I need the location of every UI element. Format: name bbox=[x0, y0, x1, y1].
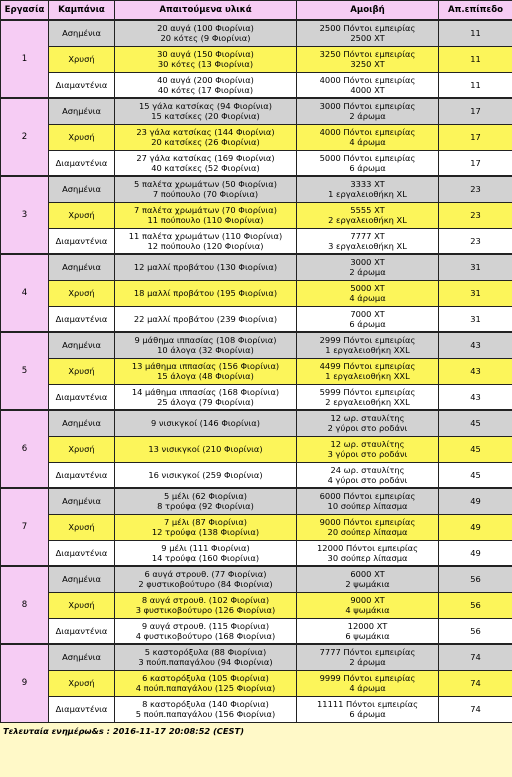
header-campaign: Καμπάνια bbox=[49, 1, 115, 21]
material-line: 18 μαλλί προβάτου (195 Φιορίνια) bbox=[133, 287, 278, 298]
level-cell: 49 bbox=[439, 540, 512, 566]
material-line: 30 αυγά (150 Φιορίνια) bbox=[157, 48, 254, 59]
campaign-cell: Διαμαντένια bbox=[49, 306, 115, 332]
reward-line: 4499 Πόντοι εμπειρίας bbox=[319, 360, 416, 371]
materials-cell bbox=[115, 150, 297, 176]
table-row bbox=[1, 332, 512, 358]
reward-line: 2999 Πόντοι εμπειρίας bbox=[319, 335, 416, 346]
header-row bbox=[1, 1, 512, 21]
table-row bbox=[1, 514, 512, 540]
reward-line: 2 άρωμα bbox=[349, 657, 386, 668]
material-line: 7 μέλι (87 Φιορίνια) bbox=[163, 516, 248, 527]
reward-cell bbox=[297, 410, 439, 436]
campaign-cell: Διαμαντένια bbox=[49, 540, 115, 566]
level-cell: 74 bbox=[439, 670, 512, 696]
campaign-cell: Ασημένια bbox=[49, 644, 115, 670]
level-cell: 56 bbox=[439, 592, 512, 618]
reward-line: 6 ψωμάκια bbox=[345, 630, 390, 641]
reward-line: 2 άρωμα bbox=[349, 267, 386, 278]
task-number: 9 bbox=[1, 644, 49, 722]
material-line: 15 άλογα (48 Φιορίνια) bbox=[157, 371, 254, 381]
material-line: 14 τρούφα (160 Φιορίνια) bbox=[151, 552, 260, 563]
campaign-cell: Ασημένια bbox=[49, 254, 115, 280]
task-number: 4 bbox=[1, 254, 49, 332]
level-cell: 23 bbox=[439, 176, 512, 202]
material-line: 8 καστορόξυλα (140 Φιορίνια) bbox=[142, 698, 269, 709]
table-row bbox=[1, 696, 512, 722]
material-line: 10 άλογα (32 Φιορίνια) bbox=[157, 345, 254, 356]
last-updated: Τελευταία ενημέρω&s : 2016-11-17 20:08:52 (CEST) bbox=[0, 723, 512, 739]
table-row bbox=[1, 98, 512, 124]
material-line: 40 κατσίκες (52 Φιορίνια) bbox=[151, 162, 260, 173]
level-cell: 56 bbox=[439, 618, 512, 644]
reward-line: 6 άρωμα bbox=[349, 318, 386, 329]
campaign-cell: Διαμαντένια bbox=[49, 384, 115, 410]
campaign-cell: Διαμαντένια bbox=[49, 228, 115, 254]
materials-cell bbox=[115, 228, 297, 254]
reward-cell bbox=[297, 592, 439, 618]
level-cell: 43 bbox=[439, 332, 512, 358]
level-cell: 31 bbox=[439, 280, 512, 306]
material-line: 25 άλογα (79 Φιορίνια) bbox=[157, 396, 254, 407]
table-row bbox=[1, 72, 512, 98]
level-cell: 74 bbox=[439, 696, 512, 722]
material-line: 9 μέλι (111 Φιορίνια) bbox=[161, 542, 250, 553]
reward-line: 4000 Πόντοι εμπειρίας bbox=[319, 74, 416, 85]
task-number: 7 bbox=[1, 488, 49, 566]
reward-line: 5555 XT bbox=[350, 204, 385, 215]
level-cell: 56 bbox=[439, 566, 512, 592]
reward-cell bbox=[297, 436, 439, 462]
campaign-cell: Ασημένια bbox=[49, 20, 115, 46]
materials-cell bbox=[115, 20, 297, 46]
table-row bbox=[1, 358, 512, 384]
table-row bbox=[1, 462, 512, 488]
reward-line: 6 άρωμα bbox=[349, 709, 386, 719]
task-number: 8 bbox=[1, 566, 49, 644]
material-line: 30 κότες (13 Φιορίνια) bbox=[157, 59, 254, 69]
level-cell: 45 bbox=[439, 462, 512, 488]
table-row bbox=[1, 670, 512, 696]
table-row bbox=[1, 384, 512, 410]
material-line: 12 πούπουλο (120 Φιορίνια) bbox=[147, 240, 264, 251]
materials-cell bbox=[115, 696, 297, 722]
campaign-cell: Ασημένια bbox=[49, 410, 115, 436]
task-number: 2 bbox=[1, 98, 49, 176]
reward-cell bbox=[297, 514, 439, 540]
campaign-cell: Χρυσή bbox=[49, 358, 115, 384]
reward-cell bbox=[297, 332, 439, 358]
campaign-cell: Ασημένια bbox=[49, 566, 115, 592]
table-row bbox=[1, 488, 512, 514]
reward-line: 9000 XT bbox=[350, 594, 385, 605]
reward-cell bbox=[297, 72, 439, 98]
reward-line: 5000 XT bbox=[350, 282, 385, 293]
material-line: 12 μαλλί προβάτου (130 Φιορίνια) bbox=[133, 262, 278, 273]
level-cell: 31 bbox=[439, 306, 512, 332]
campaign-cell: Διαμαντένια bbox=[49, 696, 115, 722]
material-line: 5 καστορόξυλα (88 Φιορίνια) bbox=[144, 647, 267, 658]
material-line: 7 παλέτα χρωμάτων (70 Φιορίνια) bbox=[134, 204, 277, 215]
materials-cell bbox=[115, 514, 297, 540]
campaign-cell: Ασημένια bbox=[49, 332, 115, 358]
table-row bbox=[1, 436, 512, 462]
reward-line: 2 εργαλειοθήκη XL bbox=[328, 215, 407, 225]
reward-line: 30 σούπερ λίπασμα bbox=[327, 552, 408, 563]
material-line: 20 αυγά (100 Φιορίνια) bbox=[157, 23, 254, 34]
material-line: 20 κατσίκες (26 Φιορίνια) bbox=[151, 137, 260, 147]
materials-cell bbox=[115, 72, 297, 98]
materials-cell bbox=[115, 124, 297, 150]
material-line: 9 αυγά στρουθ. (115 Φιορίνια) bbox=[141, 620, 270, 631]
reward-line: 2 γύροι στο ροδάνι bbox=[327, 423, 408, 434]
material-line: 3 φυστικοβούτυρο (126 Φιορίνια) bbox=[135, 605, 276, 615]
table-row bbox=[1, 124, 512, 150]
campaign-cell: Χρυσή bbox=[49, 202, 115, 228]
reward-line: 3000 Πόντοι εμπειρίας bbox=[319, 101, 416, 112]
reward-line: 4 άρωμα bbox=[349, 137, 386, 147]
reward-cell bbox=[297, 384, 439, 410]
reward-line: 12000 XT bbox=[347, 620, 388, 631]
reward-line: 24 ωρ. σταυλίτης bbox=[330, 464, 405, 475]
reward-line: 11111 Πόντοι εμπειρίας bbox=[317, 698, 418, 709]
reward-line: 4 ψωμάκια bbox=[345, 605, 390, 615]
reward-cell bbox=[297, 98, 439, 124]
table-row bbox=[1, 254, 512, 280]
reward-line: 2 άρωμα bbox=[349, 111, 386, 122]
reward-cell bbox=[297, 540, 439, 566]
table-row bbox=[1, 176, 512, 202]
reward-line: 2 εργαλειοθήκη XXL bbox=[325, 396, 410, 407]
reward-cell bbox=[297, 644, 439, 670]
material-line: 22 μαλλί προβάτου (239 Φιορίνια) bbox=[133, 313, 278, 324]
reward-cell bbox=[297, 358, 439, 384]
materials-cell bbox=[115, 254, 297, 280]
materials-cell bbox=[115, 280, 297, 306]
reward-line: 12 ωρ. σταυλίτης bbox=[330, 438, 405, 449]
reward-cell bbox=[297, 46, 439, 72]
campaign-cell: Διαμαντένια bbox=[49, 150, 115, 176]
table-row bbox=[1, 644, 512, 670]
level-cell: 49 bbox=[439, 488, 512, 514]
reward-line: 4000 XT bbox=[350, 84, 385, 95]
table-row bbox=[1, 306, 512, 332]
level-cell: 45 bbox=[439, 436, 512, 462]
materials-cell bbox=[115, 410, 297, 436]
reward-line: 9000 Πόντοι εμπειρίας bbox=[319, 516, 416, 527]
material-line: 3 πούπ.παπαγάλου (94 Φιορίνια) bbox=[138, 657, 273, 668]
material-line: 14 μάθημα ιππασίας (168 Φιορίνια) bbox=[131, 386, 280, 397]
reward-line: 6000 Πόντοι εμπειρίας bbox=[319, 491, 416, 502]
level-cell: 43 bbox=[439, 384, 512, 410]
level-cell: 23 bbox=[439, 228, 512, 254]
material-line: 9 νισικγκοί (146 Φιορίνια) bbox=[151, 418, 260, 429]
table-row bbox=[1, 618, 512, 644]
level-cell: 17 bbox=[439, 150, 512, 176]
table-row bbox=[1, 20, 512, 46]
material-line: 8 τρούφα (92 Φιορίνια) bbox=[157, 501, 254, 512]
material-line: 6 καστορόξυλα (105 Φιορίνια) bbox=[142, 672, 269, 683]
reward-line: 1 εργαλειοθήκη XXL bbox=[325, 371, 410, 381]
materials-cell bbox=[115, 202, 297, 228]
reward-line: 12000 Πόντοι εμπειρίας bbox=[317, 542, 418, 553]
material-line: 13 μάθημα ιππασίας (156 Φιορίνια) bbox=[131, 360, 280, 371]
level-cell: 17 bbox=[439, 124, 512, 150]
table-row bbox=[1, 280, 512, 306]
material-line: 40 αυγά (200 Φιορίνια) bbox=[157, 74, 254, 85]
materials-cell bbox=[115, 436, 297, 462]
task-number: 3 bbox=[1, 176, 49, 254]
material-line: 12 τρούφα (138 Φιορίνια) bbox=[151, 527, 260, 537]
material-line: 13 νισικγκοί (210 Φιορίνια) bbox=[148, 443, 263, 454]
materials-cell bbox=[115, 332, 297, 358]
reward-cell bbox=[297, 306, 439, 332]
reward-cell bbox=[297, 696, 439, 722]
campaign-cell: Διαμαντένια bbox=[49, 618, 115, 644]
material-line: 8 αυγά στρουθ. (102 Φιορίνια) bbox=[141, 594, 270, 605]
task-number: 5 bbox=[1, 332, 49, 410]
reward-line: 3250 Πόντοι εμπειρίας bbox=[319, 48, 416, 59]
reward-line: 3000 XT bbox=[350, 257, 385, 268]
campaign-cell: Χρυσή bbox=[49, 124, 115, 150]
reward-line: 1 εργαλειοθήκη XL bbox=[328, 189, 407, 200]
level-cell: 17 bbox=[439, 98, 512, 124]
campaign-cell: Διαμαντένια bbox=[49, 462, 115, 488]
level-cell: 31 bbox=[439, 254, 512, 280]
materials-cell bbox=[115, 540, 297, 566]
materials-cell bbox=[115, 384, 297, 410]
reward-line: 5000 Πόντοι εμπειρίας bbox=[319, 152, 416, 163]
reward-line: 3333 XT bbox=[350, 179, 385, 190]
table-row bbox=[1, 592, 512, 618]
material-line: 27 γάλα κατσίκας (169 Φιορίνια) bbox=[136, 152, 275, 163]
material-line: 11 πούπουλο (110 Φιορίνια) bbox=[147, 215, 264, 225]
level-cell: 45 bbox=[439, 410, 512, 436]
reward-line: 2500 XT bbox=[350, 33, 385, 44]
level-cell: 23 bbox=[439, 202, 512, 228]
header-level: Απ.επίπεδο bbox=[439, 1, 512, 21]
materials-cell bbox=[115, 358, 297, 384]
materials-cell bbox=[115, 670, 297, 696]
reward-cell bbox=[297, 202, 439, 228]
task-number: 6 bbox=[1, 410, 49, 488]
material-line: 11 παλέτα χρωμάτων (110 Φιορίνια) bbox=[128, 230, 283, 241]
materials-cell bbox=[115, 98, 297, 124]
reward-cell bbox=[297, 618, 439, 644]
campaign-cell: Χρυσή bbox=[49, 592, 115, 618]
reward-line: 5999 Πόντοι εμπειρίας bbox=[319, 386, 416, 397]
reward-line: 4 γύροι στο ροδάνι bbox=[327, 474, 408, 485]
campaign-cell: Ασημένια bbox=[49, 176, 115, 202]
reward-line: 2500 Πόντοι εμπειρίας bbox=[319, 23, 416, 34]
table-row bbox=[1, 228, 512, 254]
reward-cell bbox=[297, 280, 439, 306]
reward-cell bbox=[297, 254, 439, 280]
campaign-cell: Χρυσή bbox=[49, 280, 115, 306]
campaign-cell: Διαμαντένια bbox=[49, 72, 115, 98]
material-line: 4 πούπ.παπαγάλου (125 Φιορίνια) bbox=[135, 683, 276, 693]
reward-line: 4 άρωμα bbox=[349, 683, 386, 693]
material-line: 23 γάλα κατσίκας (144 Φιορίνια) bbox=[136, 126, 275, 137]
campaign-cell: Χρυσή bbox=[49, 436, 115, 462]
table-row bbox=[1, 150, 512, 176]
reward-line: 12 ωρ. σταυλίτης bbox=[330, 413, 405, 424]
reward-cell bbox=[297, 566, 439, 592]
reward-line: 7777 Πόντοι εμπειρίας bbox=[319, 647, 416, 658]
level-cell: 11 bbox=[439, 72, 512, 98]
campaign-cell: Χρυσή bbox=[49, 514, 115, 540]
material-line: 15 γάλα κατσίκας (94 Φιορίνια) bbox=[139, 101, 272, 112]
table-row bbox=[1, 566, 512, 592]
campaign-cell: Ασημένια bbox=[49, 488, 115, 514]
reward-line: 3 εργαλειοθήκη XL bbox=[328, 240, 407, 251]
reward-line: 3 γύροι στο ροδάνι bbox=[327, 449, 408, 459]
reward-cell bbox=[297, 124, 439, 150]
materials-cell bbox=[115, 644, 297, 670]
reward-line: 6000 XT bbox=[350, 569, 385, 580]
materials-cell bbox=[115, 462, 297, 488]
reward-line: 7000 XT bbox=[350, 308, 385, 319]
reward-line: 4 άρωμα bbox=[349, 293, 386, 303]
material-line: 9 μάθημα ιππασίας (108 Φιορίνια) bbox=[134, 335, 277, 346]
materials-cell bbox=[115, 592, 297, 618]
material-line: 5 μέλι (62 Φιορίνια) bbox=[163, 491, 248, 502]
reward-line: 2 ψωμάκια bbox=[345, 579, 390, 590]
level-cell: 11 bbox=[439, 46, 512, 72]
materials-cell bbox=[115, 488, 297, 514]
reward-cell bbox=[297, 488, 439, 514]
level-cell: 11 bbox=[439, 20, 512, 46]
reward-cell bbox=[297, 462, 439, 488]
material-line: 5 πούπ.παπαγάλου (156 Φιορίνια) bbox=[135, 709, 276, 719]
reward-line: 1 εργαλειοθήκη XXL bbox=[325, 345, 410, 356]
table-row bbox=[1, 202, 512, 228]
reward-line: 20 σούπερ λίπασμα bbox=[327, 527, 408, 537]
reward-line: 7777 XT bbox=[350, 230, 385, 241]
material-line: 15 κατσίκες (20 Φιορίνια) bbox=[151, 111, 260, 122]
material-line: 2 φυστικοβούτυρο (84 Φιορίνια) bbox=[138, 579, 273, 590]
material-line: 7 πούπουλο (70 Φιορίνια) bbox=[152, 189, 259, 200]
level-cell: 43 bbox=[439, 358, 512, 384]
task-number: 1 bbox=[1, 20, 49, 98]
materials-cell bbox=[115, 566, 297, 592]
material-line: 16 νισικγκοί (259 Φιορίνια) bbox=[148, 469, 263, 480]
header-task: Εργασία bbox=[1, 1, 49, 21]
reward-line: 4000 Πόντοι εμπειρίας bbox=[319, 126, 416, 137]
material-line: 40 κότες (17 Φιορίνια) bbox=[157, 84, 254, 95]
reward-cell bbox=[297, 20, 439, 46]
table-row bbox=[1, 46, 512, 72]
header-reward: Αμοιβή bbox=[297, 1, 439, 21]
campaign-cell: Ασημένια bbox=[49, 98, 115, 124]
reward-cell bbox=[297, 228, 439, 254]
material-line: 5 παλέτα χρωμάτων (50 Φιορίνια) bbox=[134, 179, 277, 190]
reward-cell bbox=[297, 150, 439, 176]
table-row bbox=[1, 540, 512, 566]
materials-cell bbox=[115, 176, 297, 202]
materials-cell bbox=[115, 306, 297, 332]
reward-line: 9999 Πόντοι εμπειρίας bbox=[319, 672, 416, 683]
reward-cell bbox=[297, 670, 439, 696]
level-cell: 49 bbox=[439, 514, 512, 540]
materials-cell bbox=[115, 618, 297, 644]
materials-cell bbox=[115, 46, 297, 72]
reward-line: 10 σούπερ λίπασμα bbox=[327, 501, 408, 512]
reward-cell bbox=[297, 176, 439, 202]
header-materials: Απαιτούμενα υλικά bbox=[115, 1, 297, 21]
campaign-cell: Χρυσή bbox=[49, 670, 115, 696]
campaign-cell: Χρυσή bbox=[49, 46, 115, 72]
table-row bbox=[1, 410, 512, 436]
material-line: 20 κότες (9 Φιορίνια) bbox=[160, 33, 251, 44]
material-line: 6 αυγά στρουθ. (77 Φιορίνια) bbox=[144, 569, 267, 580]
reward-line: 3250 XT bbox=[350, 59, 385, 69]
reward-line: 6 άρωμα bbox=[349, 162, 386, 173]
material-line: 4 φυστικοβούτυρο (168 Φιορίνια) bbox=[135, 630, 276, 641]
level-cell: 74 bbox=[439, 644, 512, 670]
table-body bbox=[1, 20, 512, 722]
